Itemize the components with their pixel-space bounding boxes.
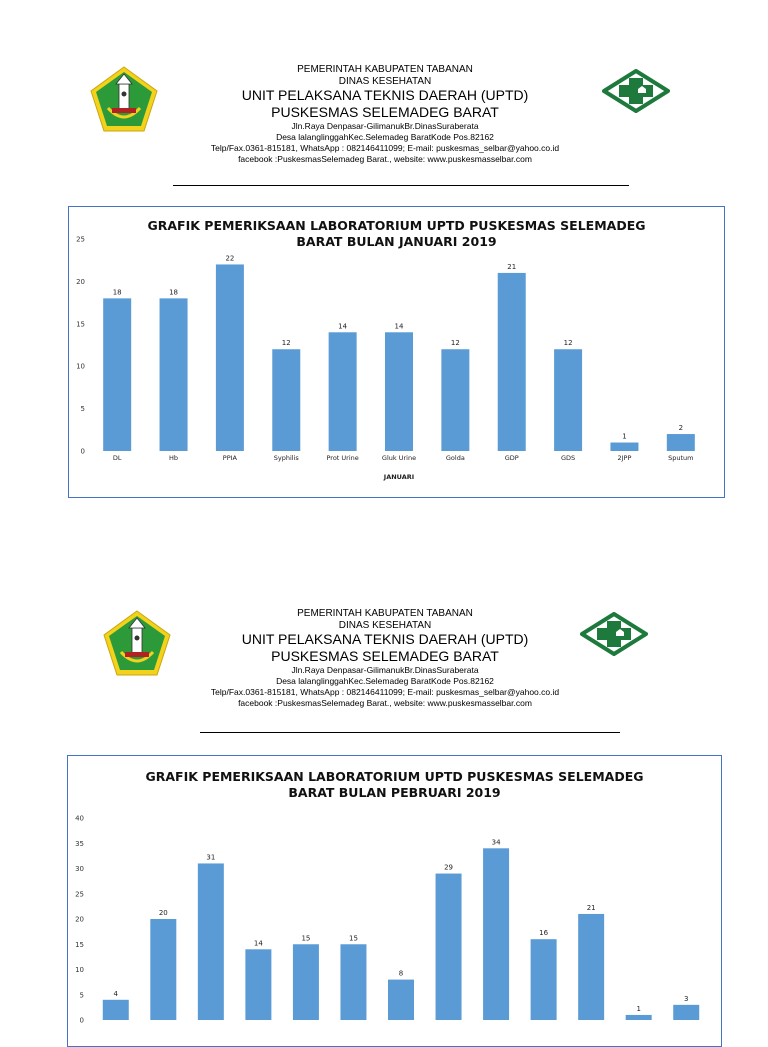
bar xyxy=(340,944,366,1020)
y-tick-label: 20 xyxy=(75,915,84,924)
data-label: 14 xyxy=(338,322,348,331)
letterhead-social: facebook :PuskesmasSelemadeg Barat., website: www.puskesmasselbar.com xyxy=(238,153,532,164)
x-tick-label: PPIA xyxy=(222,454,238,462)
bar xyxy=(245,949,271,1020)
data-label: 12 xyxy=(563,339,573,348)
x-tick-label: GDS xyxy=(561,454,576,462)
chart-plot-february xyxy=(68,756,721,1046)
y-tick-label: 25 xyxy=(75,890,84,899)
x-tick-label: Golda xyxy=(445,454,465,462)
chart-title-line1: GRAFIK PEMERIKSAAN LABORATORIUM UPTD PUSKESMAS SELEMADEG xyxy=(145,769,644,784)
data-label: 21 xyxy=(586,903,596,912)
bar xyxy=(578,914,604,1020)
chart-title-line2: BARAT BULAN JANUARI 2019 xyxy=(296,234,497,249)
bar xyxy=(103,298,131,451)
data-label: 1 xyxy=(636,1004,641,1013)
y-tick-label: 15 xyxy=(75,940,84,949)
data-label: 15 xyxy=(349,934,358,943)
data-label: 12 xyxy=(281,339,291,348)
letterhead-dept: DINAS KESEHATAN xyxy=(338,75,432,87)
x-tick-label: DL xyxy=(112,454,122,462)
bar xyxy=(329,332,357,451)
data-label: 14 xyxy=(253,939,263,948)
bar xyxy=(554,349,582,451)
bar xyxy=(103,1000,129,1020)
y-tick-label: 25 xyxy=(76,235,85,244)
bar xyxy=(160,298,188,451)
data-label: 29 xyxy=(444,863,453,872)
data-label: 14 xyxy=(394,322,404,331)
letterhead-village: Desa lalanglinggahKec.Selemadeg BaratKode Pos.82162 xyxy=(276,675,494,686)
data-label: 18 xyxy=(169,288,179,297)
y-tick-label: 35 xyxy=(75,839,84,848)
y-tick-label: 10 xyxy=(76,362,85,371)
bar xyxy=(667,434,695,451)
chart-title-line2: BARAT BULAN PEBRUARI 2019 xyxy=(288,785,501,800)
data-label: 3 xyxy=(683,994,689,1003)
data-label: 8 xyxy=(398,969,404,978)
letterhead-unit: UNIT PELAKSANA TEKNIS DAERAH (UPTD) xyxy=(241,87,529,103)
x-tick-label: Syphilis xyxy=(273,454,299,462)
y-tick-label: 40 xyxy=(75,814,84,823)
bar xyxy=(385,332,413,451)
x-tick-label: 2JPP xyxy=(617,454,632,462)
data-label: 16 xyxy=(539,929,549,938)
bar xyxy=(216,264,244,451)
data-label: 15 xyxy=(301,934,311,943)
letterhead-gov: PEMERINTAH KABUPATEN TABANAN xyxy=(297,608,473,619)
data-label: 2 xyxy=(678,424,684,433)
chart-title-line1: GRAFIK PEMERIKSAAN LABORATORIUM UPTD PUSKESMAS SELEMADEG xyxy=(147,218,646,233)
letterhead-contact: Telp/Fax.0361-815181, WhatsApp : 082146411099; E-mail: puskesmas_selbar@yahoo.co.id xyxy=(210,142,560,153)
bar xyxy=(388,980,414,1020)
letterhead-street: Jln.Raya Denpasar-GilimanukBr.DinasSuraberata xyxy=(291,120,479,131)
letterhead-january xyxy=(0,64,768,199)
bar xyxy=(626,1015,652,1020)
data-label: 1 xyxy=(622,432,627,441)
chart-february xyxy=(67,755,722,1047)
letterhead-village: Desa lalanglinggahKec.Selemadeg BaratKode Pos.82162 xyxy=(276,131,494,142)
data-label: 34 xyxy=(491,838,501,847)
bar xyxy=(150,919,176,1020)
y-tick-label: 0 xyxy=(79,1016,84,1025)
letterhead-contact: Telp/Fax.0361-815181, WhatsApp : 082146411099; E-mail: puskesmas_selbar@yahoo.co.id xyxy=(210,686,560,697)
bar xyxy=(272,349,300,451)
bar xyxy=(673,1005,699,1020)
bar xyxy=(293,944,319,1020)
letterhead-rule xyxy=(173,185,629,186)
letterhead-puskesmas: PUSKESMAS SELEMADEG BARAT xyxy=(271,103,499,120)
bar xyxy=(483,848,509,1020)
bar xyxy=(441,349,469,451)
bar xyxy=(498,273,526,451)
x-tick-label: GDP xyxy=(504,454,519,462)
data-label: 18 xyxy=(112,288,122,297)
y-tick-label: 0 xyxy=(80,447,85,456)
letterhead-unit: UNIT PELAKSANA TEKNIS DAERAH (UPTD) xyxy=(241,631,529,647)
letterhead-february xyxy=(0,608,768,743)
y-tick-label: 5 xyxy=(80,405,85,414)
data-label: 12 xyxy=(450,339,460,348)
bar xyxy=(610,443,638,451)
x-axis-label: JANUARI xyxy=(383,473,415,481)
x-tick-label: Sputum xyxy=(668,454,694,462)
puskesmas-cross-icon xyxy=(580,612,648,656)
data-label: 22 xyxy=(225,254,235,263)
data-label: 21 xyxy=(507,262,517,271)
y-tick-label: 10 xyxy=(75,966,84,974)
x-tick-label: Hb xyxy=(169,454,179,462)
chart-january xyxy=(68,206,725,498)
x-tick-label: Prot Urine xyxy=(326,454,359,462)
letterhead-dept: DINAS KESEHATAN xyxy=(338,619,432,631)
data-label: 31 xyxy=(206,853,216,862)
data-label: 20 xyxy=(158,909,168,917)
letterhead-social: facebook :PuskesmasSelemadeg Barat., website: www.puskesmasselbar.com xyxy=(238,697,532,708)
puskesmas-cross-icon xyxy=(602,69,670,113)
x-tick-label: Gluk Urine xyxy=(381,454,417,462)
y-tick-label: 20 xyxy=(76,277,85,286)
bar xyxy=(198,863,224,1020)
bar xyxy=(531,939,557,1020)
data-label: 4 xyxy=(113,989,119,998)
letterhead-gov: PEMERINTAH KABUPATEN TABANAN xyxy=(297,64,473,75)
bar xyxy=(436,874,462,1020)
letterhead-rule xyxy=(200,732,620,733)
y-tick-label: 30 xyxy=(75,865,84,873)
y-tick-label: 5 xyxy=(79,991,84,1000)
chart-plot-january xyxy=(69,207,724,497)
letterhead-puskesmas: PUSKESMAS SELEMADEG BARAT xyxy=(271,647,499,664)
letterhead-street: Jln.Raya Denpasar-GilimanukBr.DinasSuraberata xyxy=(291,664,479,675)
y-tick-label: 15 xyxy=(76,320,85,329)
